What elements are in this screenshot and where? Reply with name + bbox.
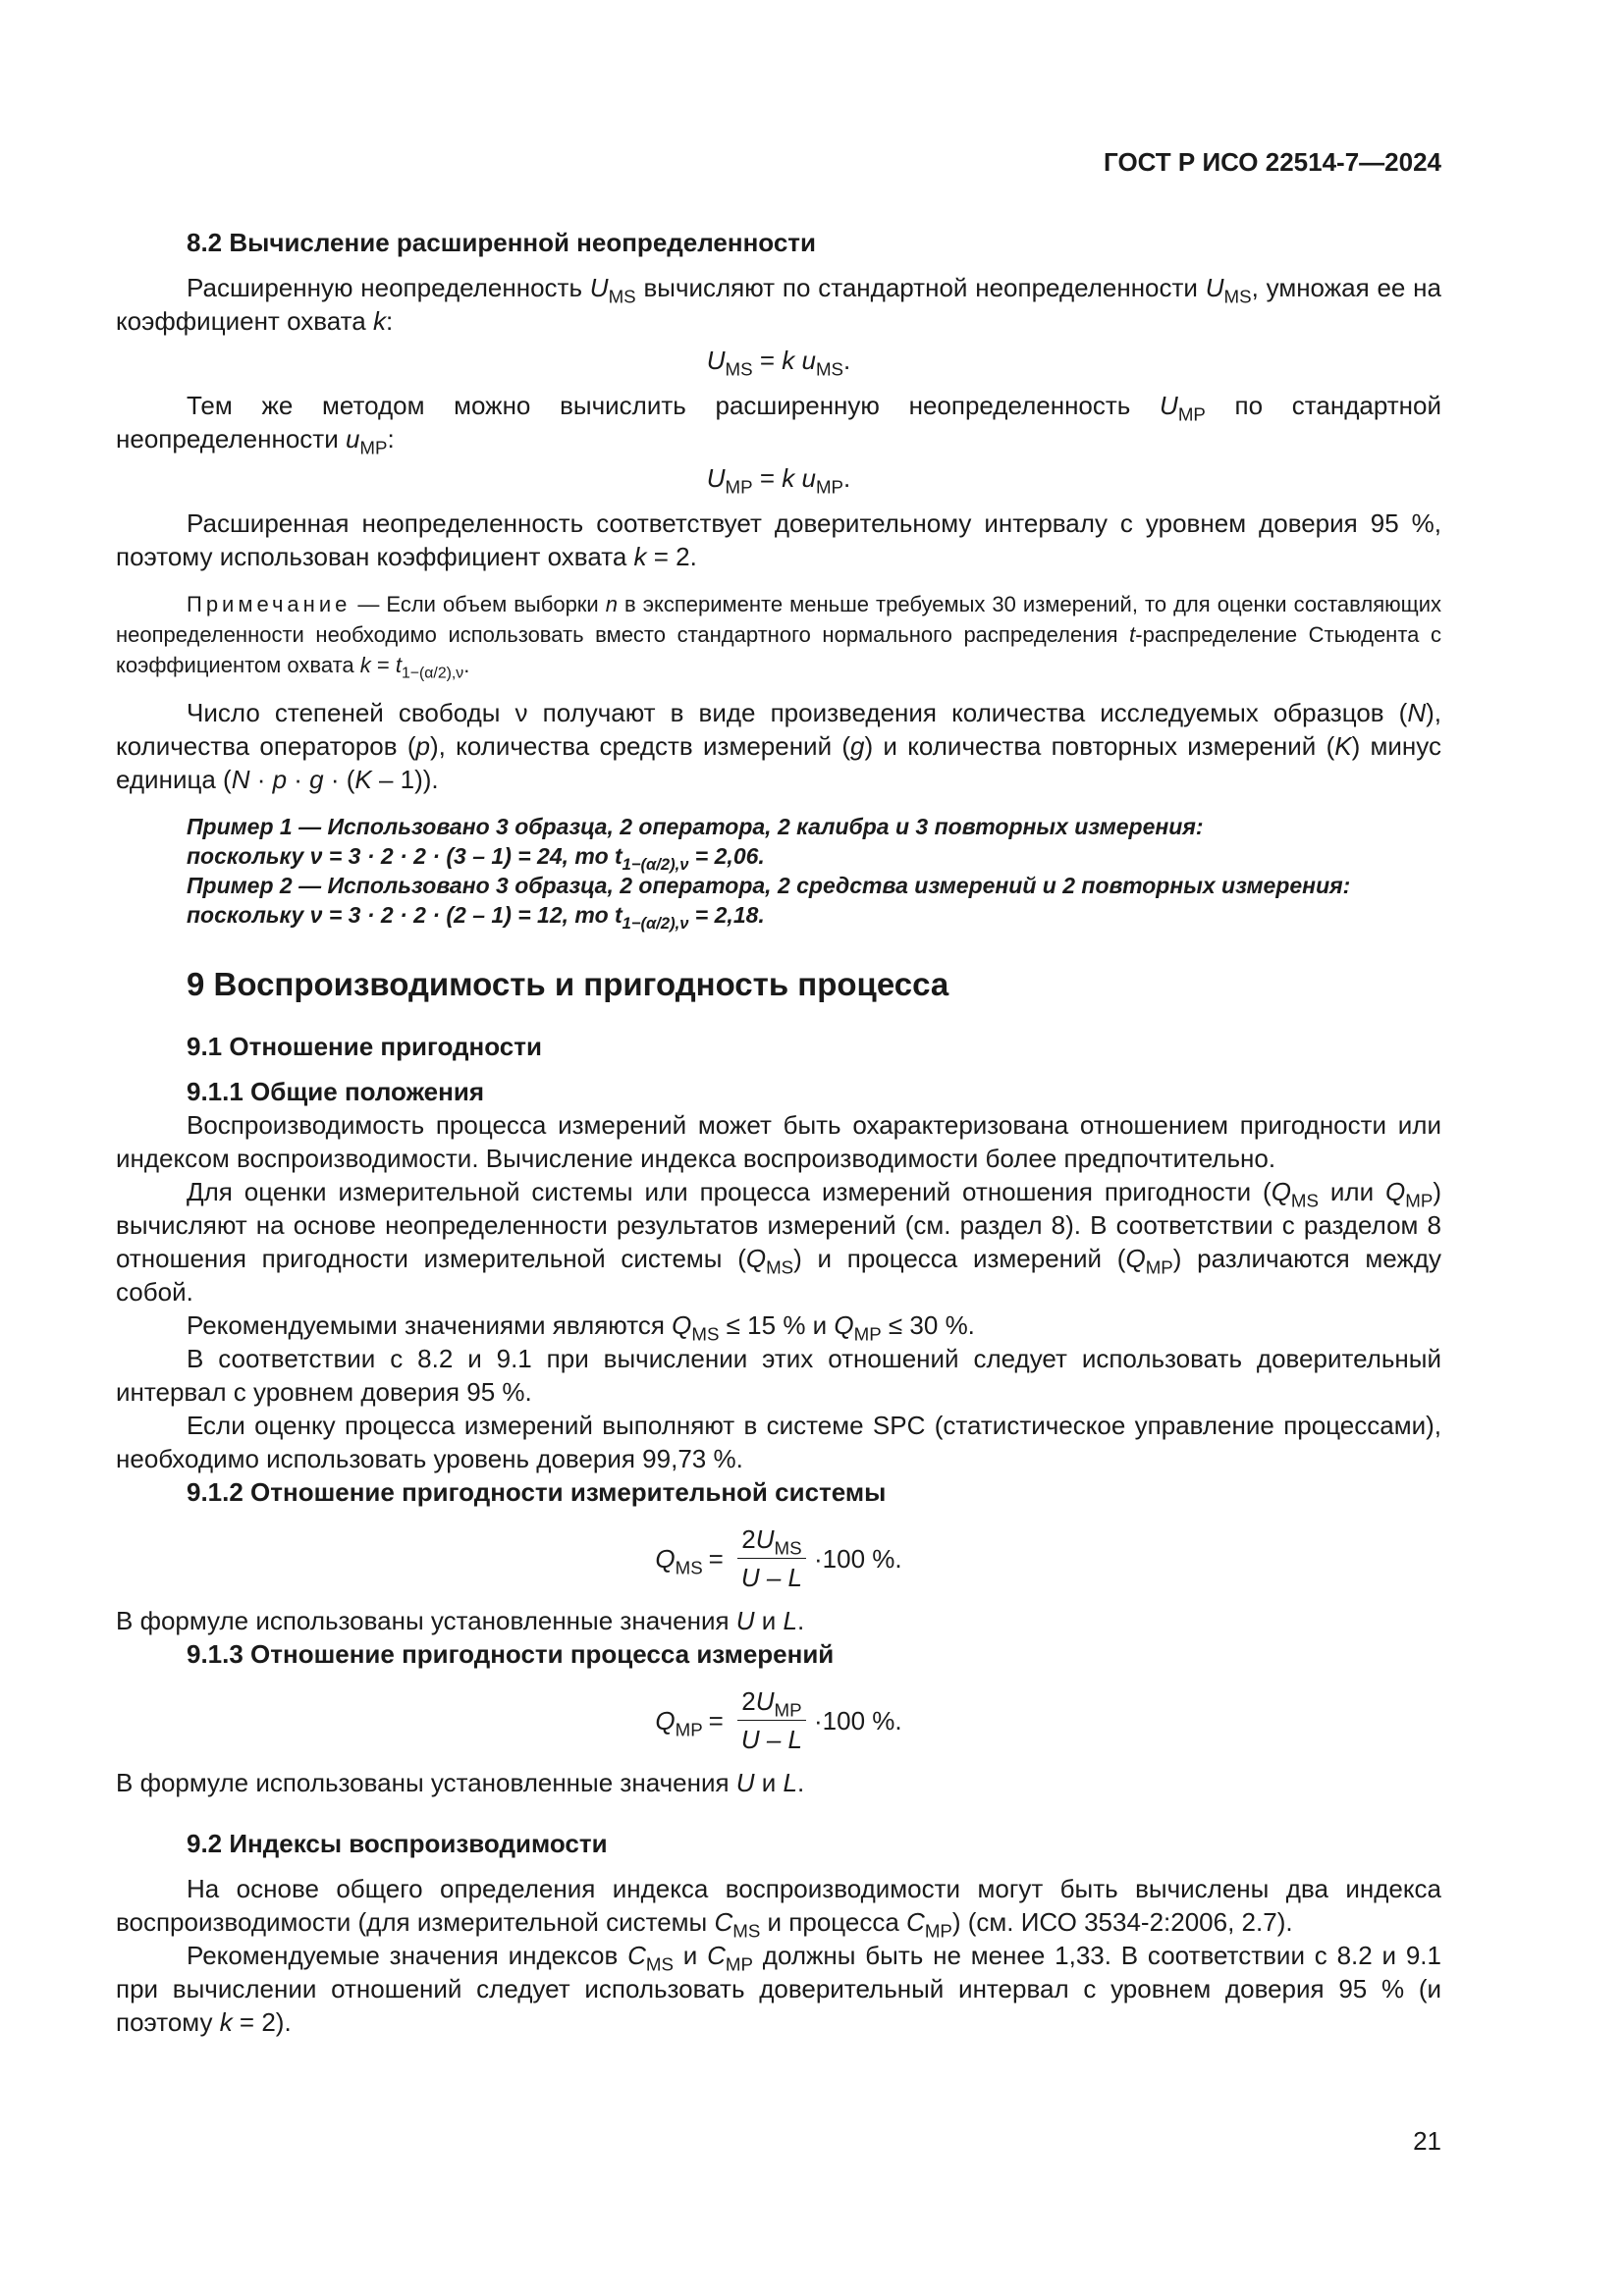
page-number: 21 bbox=[1413, 2126, 1441, 2156]
paragraph: Расширенная неопределенность соответствует доверительному интервалу с уровнем доверия 95 %, поэтому использован коэффициент охвата k = 2. bbox=[116, 508, 1441, 571]
paragraph: Если оценку процесса измерений выполняют в системе SPC (статистическое управление процессами), необходимо использовать уровень доверия 99,73 %. bbox=[116, 1411, 1441, 1473]
section-heading-9-2: 9.2 Индексы воспроизводимости bbox=[187, 1829, 608, 1858]
formula: $U_{MS} = k$ $u_{MS}$. bbox=[706, 346, 851, 380]
paragraph: В формуле использованы установленные значения U и L. bbox=[116, 1606, 805, 1635]
document-id-header: ГОСТ Р ИСО 22514-7—2024 bbox=[1104, 147, 1441, 177]
paragraph: Рекомендуемыми значениями являются $Q_{MS} \le 15$ % и $Q_{MP} \le 30$ %. bbox=[187, 1310, 975, 1345]
section-heading-9: 9 Воспроизводимость и пригодность процесса bbox=[187, 966, 949, 1002]
paragraph: В формуле использованы установленные значения U и L. bbox=[116, 1768, 805, 1797]
section-heading-9-1-2: 9.1.2 Отношение пригодности измерительной системы bbox=[187, 1477, 887, 1507]
example-1: Пример 1 — Использовано 3 образца, 2 оператора, 2 калибра и 3 повторных измерения: поскольку ν = 3 · 2 · 2 · (3 – 1) = 24, то $t_{1-(\alpha/2),\nu} = 2,06$. bbox=[187, 814, 1204, 874]
paragraph: Рекомендуемые значения индексов $C_{MS}$ и $C_{MP}$ должны быть не менее 1,33. В соответствии с 8.2 и 9.1 при вычислении отношений следует использовать доверительный интервал с уровнем доверия 95 % (и поэтому k = 2). bbox=[116, 1941, 1441, 2037]
paragraph: Для оценки измерительной системы или процесса измерений отношения пригодности ($Q_{MS}$ или $Q_{MP}$) вычисляют на основе неопределенности результатов измерений (см. раздел 8). В соответствии с разделом 8 отношения пригодности измерительной системы $(Q_{MS})$ и процесса измерений $(Q_{MP})$ различаются между собой. bbox=[116, 1177, 1442, 1307]
section-heading-9-1-3: 9.1.3 Отношение пригодности процесса измерений bbox=[187, 1639, 835, 1669]
paragraph: Число степеней свободы ν получают в виде произведения количества исследуемых образцов (N), количества операторов (p), количества средств измерений (g) и количества повторных измерений (K) минус единица (N · p · g · (K – 1)). bbox=[116, 698, 1441, 794]
formula-q-mp: $Q_{MP}$ = $\frac{2U_{MP}}{U - L}$ ·100 %. bbox=[655, 1686, 902, 1754]
paragraph: Расширенную неопределенность $U_{MS}$ вычисляют по стандартной неопределенности $U_{MS}$, умножая ее на коэффициент охвата k: bbox=[116, 273, 1441, 336]
section-heading-9-1-1: 9.1.1 Общие положения bbox=[187, 1077, 484, 1106]
section-heading-8-2: 8.2 Вычисление расширенной неопределенности bbox=[187, 228, 816, 257]
formula-q-ms: $Q_{MS}$ = $\frac{2U_{MS}}{U - L}$ ·100 %. bbox=[655, 1524, 902, 1592]
page-content bbox=[116, 226, 1441, 2039]
note: Примечание — Если объем выборки n в эксперименте меньше требуемых 30 измерений, то для оценки составляющих неопределенности необходимо использовать вместо стандартного нормального распределения t-распределение Стьюдента с коэффициентом охвата $k = t_{1-(\alpha/2),\nu}$. bbox=[116, 592, 1441, 682]
paragraph: В соответствии с 8.2 и 9.1 при вычислении этих отношений следует использовать доверительный интервал с уровнем доверия 95 %. bbox=[116, 1344, 1441, 1407]
formula: $U_{MP} = k$ $u_{MP}$. bbox=[706, 463, 851, 498]
paragraph: На основе общего определения индекса воспроизводимости могут быть вычислены два индекса воспроизводимости (для измерительной системы $C_{MS}$ и процесса $C_{MP}$) (см. ИСО 3534-2:2006, 2.7). bbox=[116, 1874, 1441, 1942]
example-2: Пример 2 — Использовано 3 образца, 2 оператора, 2 средства измерений и 2 повторных измерения: поскольку ν = 3 · 2 · 2 · (2 – 1) = 12, то $t_{1-(\alpha/2),\nu} = 2,18$. bbox=[187, 873, 1351, 933]
paragraph: Тем же методом можно вычислить расширенную неопределенность $U_{MP}$ по стандартной неопределенности $u_{MP}$: bbox=[116, 391, 1441, 458]
paragraph: Воспроизводимость процесса измерений может быть охарактеризована отношением пригодности или индексом воспроизводимости. Вычисление индекса воспроизводимости более предпочтительно. bbox=[116, 1110, 1441, 1173]
section-heading-9-1: 9.1 Отношение пригодности bbox=[187, 1032, 542, 1061]
